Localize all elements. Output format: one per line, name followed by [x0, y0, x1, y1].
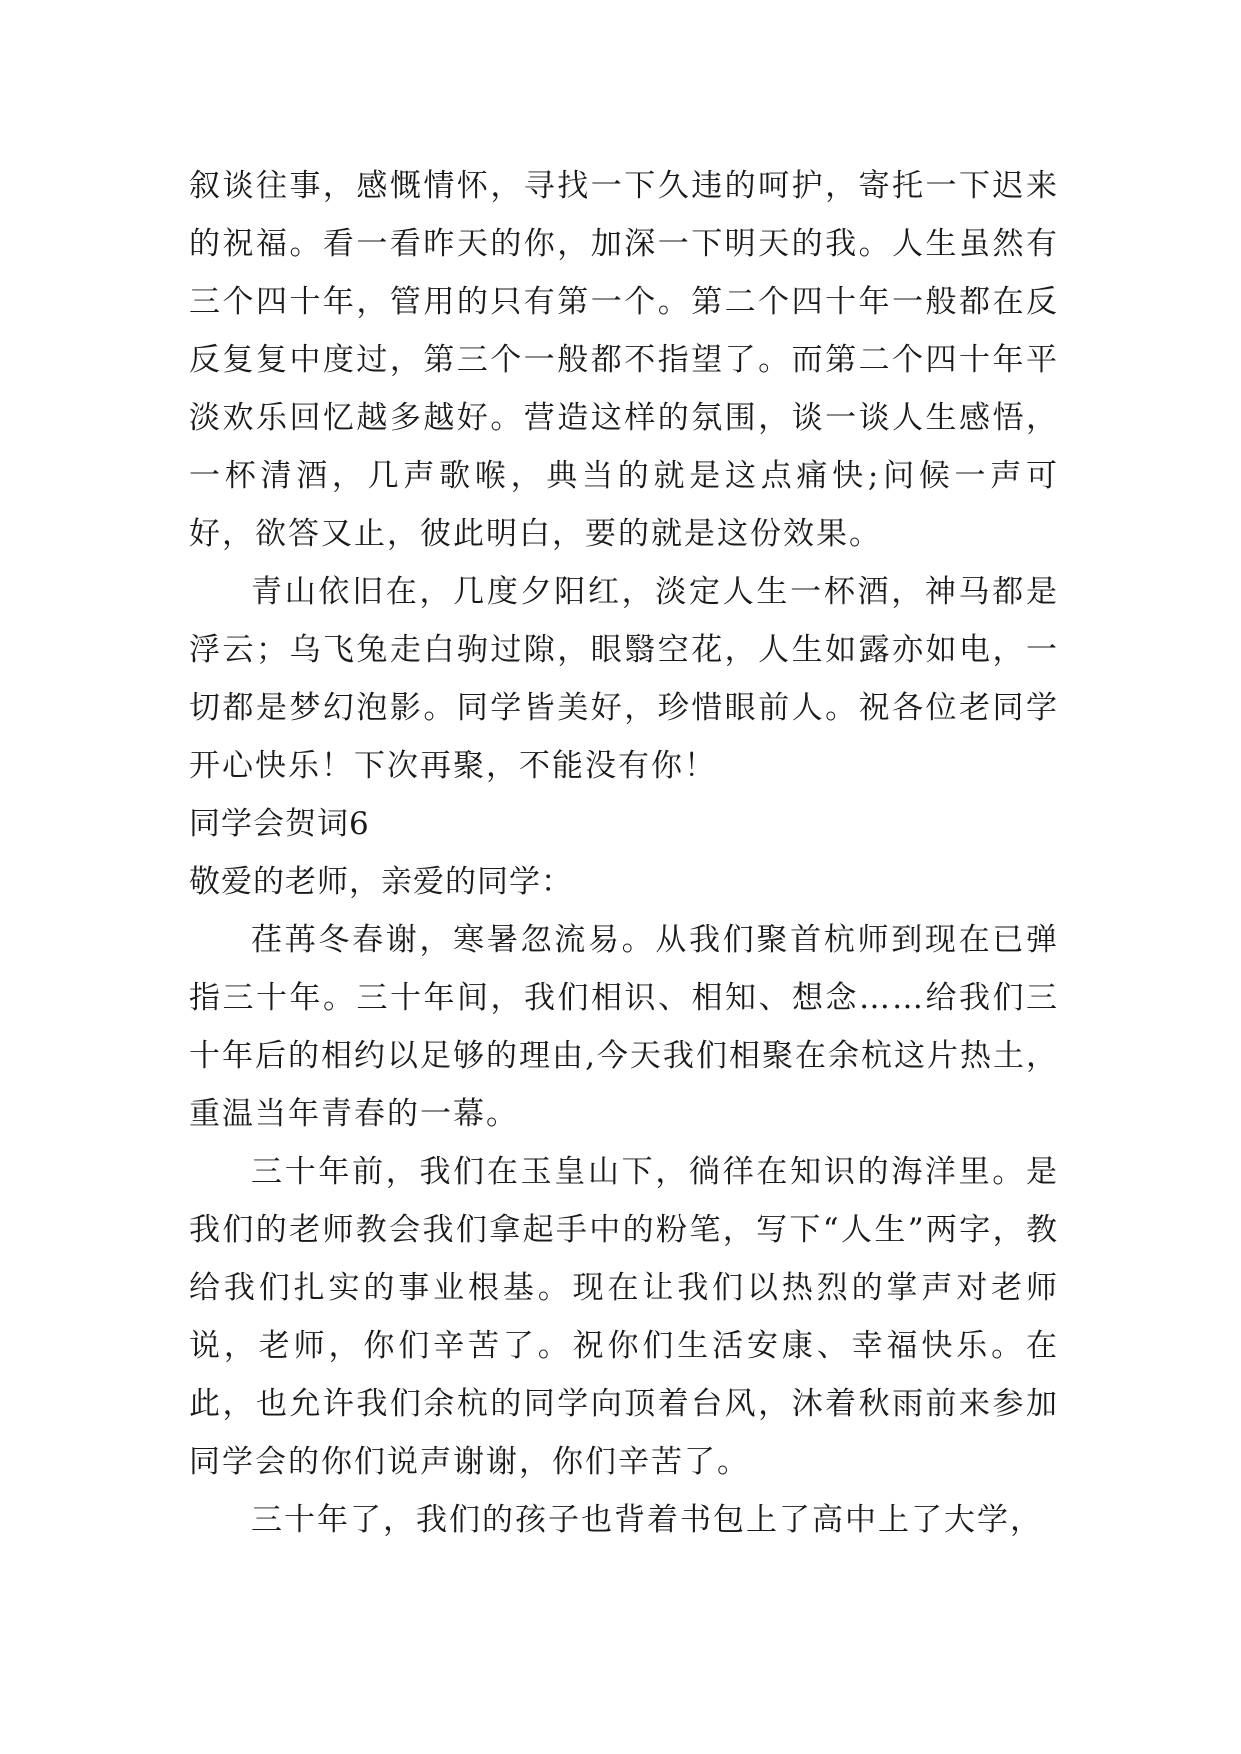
salutation: 敬爱的老师，亲爱的同学：: [189, 864, 573, 900]
paragraph-thirty-years: 荏苒冬春谢，寒暑忽流易。从我们聚首杭师到现在已弹指三十年。三十年间，我们相识、相知、想念……给我们三十年后的相约以足够的理由,今天我们相聚在余杭这片热土，重温当年青春的一幕。: [189, 922, 1059, 1132]
section-heading: 同学会贺词6: [189, 806, 370, 842]
paragraph-teachers: 三十年前，我们在玉皇山下，徜徉在知识的海洋里。是我们的老师教会我们拿起手中的粉笔，写下“人生”两字，教给我们扎实的事业根基。现在让我们以热烈的掌声对老师说，老师，你们辛苦了。祝你们生活安康、幸福快乐。在此，也允许我们余杭的同学向顶着台风，沐着秋雨前来参加同学会的你们说声谢谢，你们辛苦了。: [189, 1154, 1059, 1480]
paragraph-mountains: 青山依旧在，几度夕阳红，淡定人生一杯酒，神马都是浮云；乌飞兔走白驹过隙，眼翳空花，人生如露亦如电，一切都是梦幻泡影。同学皆美好，珍惜眼前人。祝各位老同学开心快乐！下次再聚，不能没有你！: [189, 574, 1059, 784]
paragraph-children: 三十年了，我们的孩子也背着书包上了高中上了大学，: [251, 1502, 1043, 1538]
paragraph-reminiscence: 叙谈往事，感慨情怀，寻找一下久违的呵护，寄托一下迟来的祝福。看一看昨天的你，加深一下明天的我。人生虽然有三个四十年，管用的只有第一个。第二个四十年一般都在反反复复中度过，第三个一般都不指望了。而第二个四十年平淡欢乐回忆越多越好。营造这样的氛围，谈一谈人生感悟，一杯清酒，几声歌喉，典当的就是这点痛快;问候一声可好，欲答又止，彼此明白，要的就是这份效果。: [189, 168, 1059, 552]
document-body: [189, 157, 1059, 1549]
